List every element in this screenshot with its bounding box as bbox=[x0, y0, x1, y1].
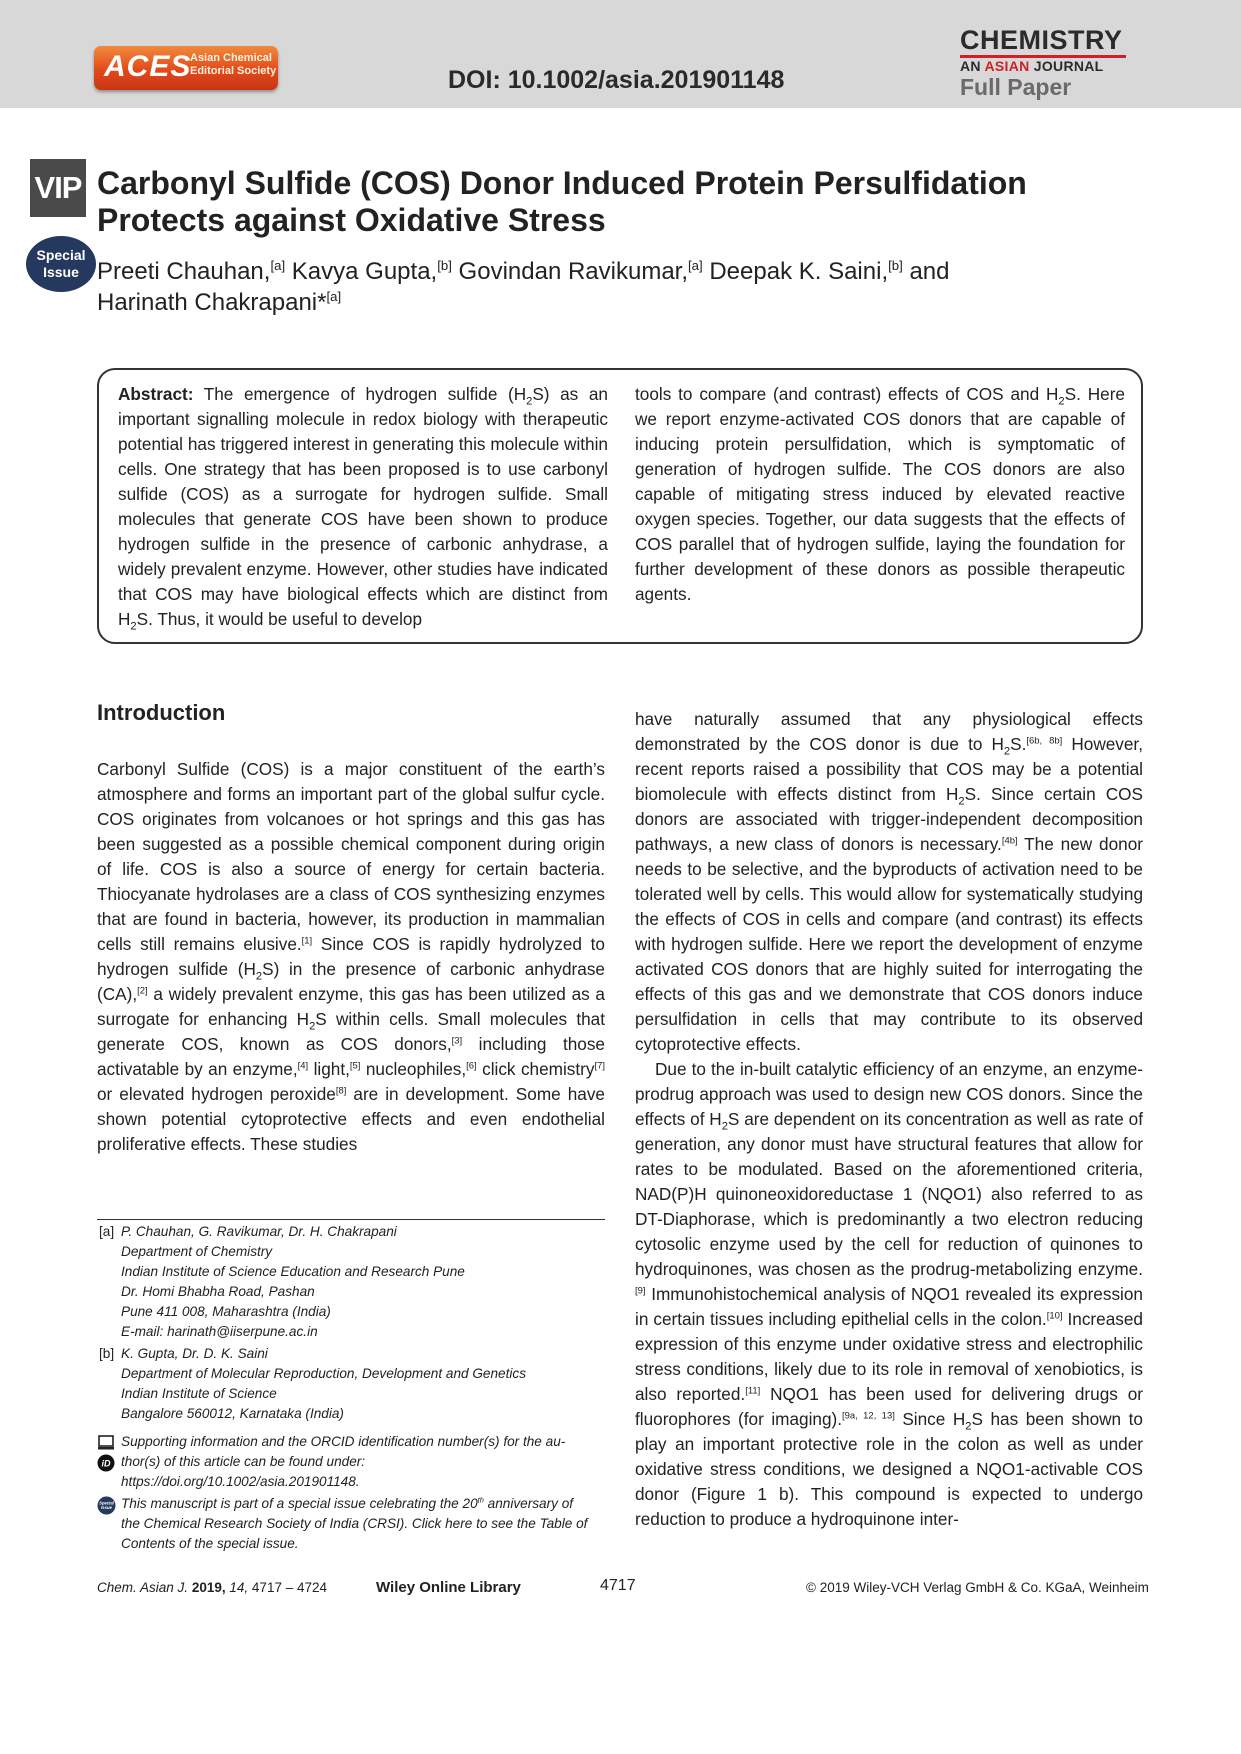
article-type: Full Paper bbox=[960, 74, 1072, 100]
supporting-info-link[interactable]: https://doi.org/10.1002/asia.201901148. bbox=[121, 1474, 360, 1489]
body-left-column bbox=[97, 757, 605, 1157]
wiley-online-library-link[interactable]: Wiley Online Library bbox=[376, 1579, 521, 1596]
toc-link[interactable]: the Chemical Research Society of India (CRSI). Click here to see the Table of bbox=[121, 1516, 588, 1531]
author-list: Preeti Chauhan,[a] Kavya Gupta,[b] Govindan Ravikumar,[a] Deepak K. Saini,[b] and Harinath Chakrapani*[a] bbox=[97, 258, 950, 316]
journal-name: CHEMISTRY bbox=[960, 25, 1123, 55]
svg-text:Special: Special bbox=[99, 1500, 114, 1506]
intro-paragraph-1-continued: have naturally assumed that any physiological effects demonstrated by the COS donor is due to $H_2S.[6b, 8b]$ However, recent reports raised a possibility that COS may be a potential biomolecule with effects distinct from $H_2S$. Since certain COS donors are associated with trigger-independent decomposition pathways, a new class of donors is necessary.[4b] The new donor needs to be selective, and the byproducts of activation need to be tolerated well by cells. This would allow for systematically studying the effects of COS in cells and compare (and contrast) its effects with hydrogen sulfide. Here we report the development of enzyme activated COS donors that are highly suited for interrogating the effects of this gas and we demonstrate that COS donors induce persulfidation in cells that may contribute to its observed cytoprotective effects. bbox=[635, 709, 1143, 1054]
aces-logo-main: ACES bbox=[104, 50, 192, 83]
aces-logo-sub: Asian Chemical Editorial Society bbox=[190, 52, 277, 77]
orcid-icon bbox=[97, 1454, 115, 1472]
section-heading-introduction: Introduction bbox=[97, 700, 226, 725]
article-title: Carbonyl Sulfide (COS) Donor Induced Protein Persulfidation Protects against Oxidative Stress bbox=[97, 165, 1027, 238]
author-email[interactable]: E-mail: harinath@iiserpune.ac.in bbox=[121, 1324, 318, 1339]
special-issue-note: Special Issue This manuscript is part of a special issue celebrating the 20th anniversary of the Chemical Research Society of India (CRSI). Click here to see the Table of Contents of the special issue. bbox=[97, 1494, 607, 1554]
intro-paragraph-2: Due to the in-built catalytic efficiency of an enzyme, an enzyme-prodrug approach was used to design new COS donors. Since the effects of $H_2S$ are dependent on its concentration as well as rate of generation, any donor must have structural features that allow for rates to be modulated. Based on the aforementioned criteria, NAD(P)H quinoneoxidoreductase 1 (NQO1) also referred to as DT-Diaphorase, which is predominantly a two electron reducing cytosolic enzyme used by the cell for reduction of quinones to hydroquinones, was chosen as the prodrug-metabolizing enzyme.[9] Immunohistochemical analysis of NQO1 revealed its expression in certain tissues including epithelial cells in the colon.[10] Increased expression of this enzyme under oxidative stress and electrophilic stress conditions, likely due to its role in removal of xenobiotics, is also reported.[11] NQO1 has been used for delivering drugs or fluorophores (for imaging).[9a, 12, 13] Since $H_2S$ has been shown to play an important protective role in the colon as well as under oxidative stress conditions, we designed a NQO1-activable COS donor (Figure 1 b). This compound is expected to undergo reduction to produce a hydroquinone inter- bbox=[635, 1059, 1143, 1529]
svg-text:Issue: Issue bbox=[101, 1505, 112, 1510]
abstract-left-column: Abstract: The emergence of hydrogen sulfide $(H_2S)$ as an important signalling molecule in redox biology with therapeutic potential has triggered interest in generating this molecule within cells. One strategy that has been proposed is to use carbonyl sulfide (COS) as a surrogate for hydrogen sulfide. Small molecules that generate COS have been shown to produce hydrogen sulfide in the presence of carbonic anhydrase, a widely prevalent enzyme. However, other studies have indicated that COS may have biological effects which are distinct from $H_2S$. Thus, it would be useful to develop bbox=[118, 384, 608, 633]
footnote-divider bbox=[97, 1219, 605, 1220]
special-issue-badge[interactable]: Special Issue bbox=[26, 236, 96, 292]
affiliation-b: [b] K. Gupta, Dr. D. K. Saini Department of Molecular Reproduction, Development and Genetics Indian Institute of Science Bangalore 560012, Karnataka (India) bbox=[99, 1346, 527, 1421]
journal-subtitle: AN ASIAN JOURNAL bbox=[960, 58, 1104, 74]
vip-badge: VIP bbox=[30, 159, 86, 217]
citation-footer: Chem. Asian J. 2019, 14, 4717 – 4724 bbox=[97, 1580, 327, 1595]
supporting-info-note: iD Supporting information and the ORCID identification number(s) for the au- thor(s) of this article can be found under: https://doi.org/10.1002/asia.201901148. bbox=[97, 1432, 607, 1492]
computer-icon bbox=[97, 1434, 115, 1452]
intro-paragraph-1: Carbonyl Sulfide (COS) is a major constituent of the earth’s atmosphere and forms an important part of the global sulfur cycle. COS originates from volcanoes or hot springs and this gas has been suggested as a possible chemical component during origin of life. COS is also a source of energy for certain bacteria. Thiocyanate hydrolases are a class of COS synthesizing enzymes that are found in bacteria, however, its production in mammalian cells still remains elusive.[1] Since COS is rapidly hydrolyzed to hydrogen sulfide $(H_2S)$ in the presence of carbonic anhydrase (CA),[2] a widely prevalent enzyme, this gas has been utilized as a surrogate for enhancing $H_2S$ within cells. Small molecules that generate COS, known as COS donors,[3] including those activatable by an enzyme,[4] light,[5] nucleophiles,[6] click chemistry[7] or elevated hydrogen peroxide[8] are in development. Some have shown potential cytoprotective effects and even endothelial proliferative effects. These studies bbox=[97, 759, 605, 1154]
page-number: 4717 bbox=[600, 1577, 636, 1594]
aces-logo[interactable] bbox=[94, 46, 278, 90]
abstract-right-column: tools to compare (and contrast) effects of COS and $H_2S$. Here we report enzyme-activated COS donors that are capable of inducing protein persulfidation, which is symptomatic of generation of hydrogen sulfide. The COS donors are also capable of mitigating stress induced by elevated reactive oxygen species. Together, our data suggests that the effects of COS parallel that of hydrogen sulfide, laying the foundation for further development of these donors as possible therapeutic agents. bbox=[635, 384, 1125, 604]
svg-text:iD: iD bbox=[101, 1458, 111, 1469]
affiliation-a: [a] P. Chauhan, G. Ravikumar, Dr. H. Chakrapani Department of Chemistry Indian Institute of Science Education and Research Pune Dr. Homi Bhabha Road, Pashan Pune 411 008, Maharashtra (India) E-mail: harinath@iiserpune.ac.in bbox=[97, 1222, 607, 1342]
journal-logo bbox=[960, 26, 1130, 99]
special-issue-mini-icon bbox=[97, 1496, 116, 1515]
doi-text[interactable]: DOI: 10.1002/asia.201901148 bbox=[448, 66, 785, 94]
body-right-column bbox=[635, 707, 1143, 1532]
copyright: © 2019 Wiley-VCH Verlag GmbH & Co. KGaA, Weinheim bbox=[806, 1580, 1149, 1595]
abstract-box bbox=[97, 368, 1143, 644]
